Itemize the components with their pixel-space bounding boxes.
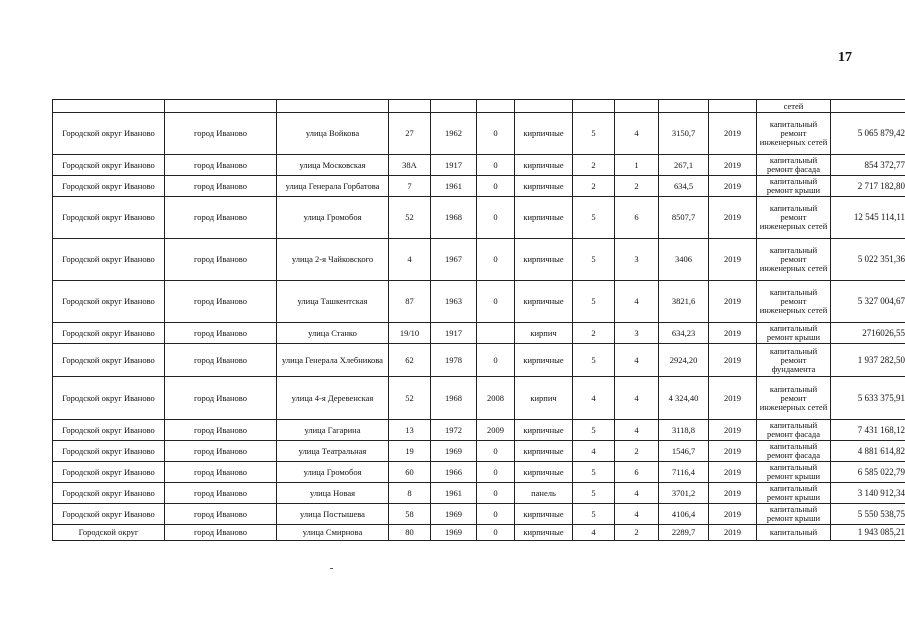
- cell-floors: 5: [573, 462, 615, 483]
- cell-year-built: 1969: [431, 525, 477, 541]
- cell-municipality: Городской округ Иваново: [53, 483, 165, 504]
- cell-work-type: капитальный ремонт инженерных сетей: [757, 281, 831, 323]
- cell-cost: 6 585 022,79: [831, 462, 905, 483]
- table-row: [53, 323, 905, 344]
- cell-year-reconstr: 0: [477, 504, 515, 525]
- table-row: [53, 344, 905, 377]
- table-row: [53, 525, 905, 541]
- cell-street: улица 4-я Деревенская: [277, 377, 389, 420]
- cell-year-reconstr: 0: [477, 113, 515, 155]
- cell-cost: 12 545 114,11: [831, 197, 905, 239]
- cell-floors: 2: [573, 155, 615, 176]
- continuation-cell: [615, 100, 659, 113]
- table-row: [53, 420, 905, 441]
- cell-repair-year: 2019: [709, 323, 757, 344]
- table-row: [53, 197, 905, 239]
- cell-house: 58: [389, 504, 431, 525]
- cell-wall-material: кирпичные: [515, 239, 573, 281]
- cell-house: 52: [389, 377, 431, 420]
- cell-year-reconstr: 0: [477, 441, 515, 462]
- cell-house: 87: [389, 281, 431, 323]
- cell-work-type: капитальный ремонт крыши: [757, 323, 831, 344]
- cell-street: улица 2-я Чайковского: [277, 239, 389, 281]
- cell-street: улица Громобоя: [277, 197, 389, 239]
- cell-floors: 5: [573, 504, 615, 525]
- cell-city: город Иваново: [165, 239, 277, 281]
- cell-area: 267,1: [659, 155, 709, 176]
- page-number: 17: [838, 50, 852, 65]
- cell-entrances: 4: [615, 344, 659, 377]
- cell-street: улица Театральная: [277, 441, 389, 462]
- cell-street: улица Новая: [277, 483, 389, 504]
- cell-year-built: 1969: [431, 504, 477, 525]
- cell-house: 7: [389, 176, 431, 197]
- cell-house: 13: [389, 420, 431, 441]
- cell-year-built: 1968: [431, 377, 477, 420]
- cell-year-built: 1963: [431, 281, 477, 323]
- cell-repair-year: 2019: [709, 197, 757, 239]
- cell-work-type: капитальный ремонт фасада: [757, 420, 831, 441]
- cell-wall-material: кирпичные: [515, 420, 573, 441]
- continuation-cell: [477, 100, 515, 113]
- cell-street: улица Станко: [277, 323, 389, 344]
- cell-year-built: 1972: [431, 420, 477, 441]
- cell-municipality: Городской округ Иваново: [53, 323, 165, 344]
- table-row: [53, 441, 905, 462]
- cell-area: 4 324,40: [659, 377, 709, 420]
- cell-repair-year: 2019: [709, 483, 757, 504]
- table-row: [53, 504, 905, 525]
- cell-repair-year: 2019: [709, 525, 757, 541]
- cell-entrances: 3: [615, 239, 659, 281]
- cell-entrances: 4: [615, 483, 659, 504]
- cell-wall-material: кирпичные: [515, 344, 573, 377]
- cell-municipality: Городской округ Иваново: [53, 197, 165, 239]
- cell-work-type: капитальный ремонт инженерных сетей: [757, 239, 831, 281]
- cell-municipality: Городской округ Иваново: [53, 113, 165, 155]
- cell-area: 8507,7: [659, 197, 709, 239]
- cell-municipality: Городской округ Иваново: [53, 155, 165, 176]
- cell-street: улица Генерала Горбатова: [277, 176, 389, 197]
- cell-wall-material: кирпичные: [515, 441, 573, 462]
- cell-municipality: Городской округ: [53, 525, 165, 541]
- cell-cost: 1 937 282,50: [831, 344, 905, 377]
- cell-entrances: 4: [615, 377, 659, 420]
- continuation-cell: [165, 100, 277, 113]
- cell-year-reconstr: 0: [477, 462, 515, 483]
- cell-entrances: 4: [615, 420, 659, 441]
- cell-area: 2924,20: [659, 344, 709, 377]
- cell-city: город Иваново: [165, 504, 277, 525]
- cell-area: 3150,7: [659, 113, 709, 155]
- cell-municipality: Городской округ Иваново: [53, 239, 165, 281]
- cell-entrances: 2: [615, 176, 659, 197]
- cell-entrances: 3: [615, 323, 659, 344]
- cell-house: 62: [389, 344, 431, 377]
- cell-floors: 5: [573, 239, 615, 281]
- cell-year-reconstr: [477, 323, 515, 344]
- cell-street: улица Войкова: [277, 113, 389, 155]
- cell-area: 3118,8: [659, 420, 709, 441]
- cell-wall-material: кирпичные: [515, 113, 573, 155]
- cell-city: город Иваново: [165, 197, 277, 239]
- cell-wall-material: кирпичные: [515, 197, 573, 239]
- data-table: [52, 99, 905, 541]
- table-continuation-row: [53, 100, 905, 113]
- cell-house: 27: [389, 113, 431, 155]
- cell-floors: 4: [573, 525, 615, 541]
- cell-entrances: 4: [615, 281, 659, 323]
- cell-repair-year: 2019: [709, 504, 757, 525]
- table-row: [53, 155, 905, 176]
- cell-cost: 4 881 614,82: [831, 441, 905, 462]
- cell-repair-year: 2019: [709, 462, 757, 483]
- cell-year-built: 1917: [431, 323, 477, 344]
- cell-wall-material: кирпичные: [515, 281, 573, 323]
- table-row: [53, 113, 905, 155]
- cell-cost: 3 140 912,34: [831, 483, 905, 504]
- cell-cost: 5 065 879,42: [831, 113, 905, 155]
- cell-floors: 5: [573, 281, 615, 323]
- cell-city: город Иваново: [165, 377, 277, 420]
- cell-area: 1546,7: [659, 441, 709, 462]
- table-body: [53, 100, 905, 541]
- continuation-cell: [659, 100, 709, 113]
- continuation-cell: [709, 100, 757, 113]
- continuation-cell: [831, 100, 905, 113]
- cell-year-reconstr: 0: [477, 155, 515, 176]
- cell-municipality: Городской округ Иваново: [53, 462, 165, 483]
- cell-cost: 2716026,55: [831, 323, 905, 344]
- continuation-cell: [53, 100, 165, 113]
- cell-municipality: Городской округ Иваново: [53, 344, 165, 377]
- cell-entrances: 1: [615, 155, 659, 176]
- cell-floors: 5: [573, 420, 615, 441]
- cell-cost: 5 550 538,75: [831, 504, 905, 525]
- cell-city: город Иваново: [165, 344, 277, 377]
- cell-cost: 1 943 085,21: [831, 525, 905, 541]
- cell-cost: 2 717 182,80: [831, 176, 905, 197]
- cell-wall-material: кирпичные: [515, 176, 573, 197]
- cell-wall-material: кирпичные: [515, 462, 573, 483]
- cell-house: 19/10: [389, 323, 431, 344]
- cell-work-type: капитальный ремонт фундамента: [757, 344, 831, 377]
- cell-city: город Иваново: [165, 483, 277, 504]
- cell-area: 634,23: [659, 323, 709, 344]
- cell-wall-material: кирпичные: [515, 155, 573, 176]
- cell-work-type: капитальный ремонт инженерных сетей: [757, 197, 831, 239]
- cell-city: город Иваново: [165, 462, 277, 483]
- cell-wall-material: кирпичные: [515, 525, 573, 541]
- cell-floors: 5: [573, 113, 615, 155]
- cell-repair-year: 2019: [709, 344, 757, 377]
- cell-repair-year: 2019: [709, 113, 757, 155]
- cell-city: город Иваново: [165, 420, 277, 441]
- cell-year-reconstr: 0: [477, 197, 515, 239]
- cell-repair-year: 2019: [709, 155, 757, 176]
- table-row: [53, 483, 905, 504]
- cell-year-built: 1966: [431, 462, 477, 483]
- cell-area: 3701,2: [659, 483, 709, 504]
- cell-street: улица Ташкентская: [277, 281, 389, 323]
- cell-area: 7116,4: [659, 462, 709, 483]
- cell-cost: 5 327 004,67: [831, 281, 905, 323]
- cell-work-type: капитальный ремонт инженерных сетей: [757, 113, 831, 155]
- cell-cost: 7 431 168,12: [831, 420, 905, 441]
- cell-floors: 5: [573, 483, 615, 504]
- repair-program-table: [52, 99, 905, 541]
- cell-year-reconstr: 0: [477, 525, 515, 541]
- cell-work-type: капитальный ремонт крыши: [757, 176, 831, 197]
- cell-work-type: капитальный ремонт крыши: [757, 462, 831, 483]
- cell-cost: 5 022 351,36: [831, 239, 905, 281]
- cell-city: город Иваново: [165, 441, 277, 462]
- cell-work-type: капитальный ремонт крыши: [757, 504, 831, 525]
- cell-municipality: Городской округ Иваново: [53, 420, 165, 441]
- cell-year-built: 1967: [431, 239, 477, 281]
- cell-area: 4106,4: [659, 504, 709, 525]
- cell-city: город Иваново: [165, 323, 277, 344]
- cell-floors: 4: [573, 441, 615, 462]
- cell-house: 80: [389, 525, 431, 541]
- cell-entrances: 4: [615, 504, 659, 525]
- cell-house: 19: [389, 441, 431, 462]
- cell-repair-year: 2019: [709, 441, 757, 462]
- cell-year-built: 1968: [431, 197, 477, 239]
- continuation-cell: сетей: [757, 100, 831, 113]
- cell-repair-year: 2019: [709, 377, 757, 420]
- cell-year-built: 1969: [431, 441, 477, 462]
- cell-floors: 5: [573, 344, 615, 377]
- cell-work-type: капитальный: [757, 525, 831, 541]
- cell-year-reconstr: 0: [477, 344, 515, 377]
- cell-entrances: 2: [615, 525, 659, 541]
- cell-work-type: капитальный ремонт крыши: [757, 483, 831, 504]
- table-row: [53, 377, 905, 420]
- cell-floors: 5: [573, 197, 615, 239]
- cell-city: город Иваново: [165, 176, 277, 197]
- cell-year-built: 1961: [431, 483, 477, 504]
- cell-house: 52: [389, 197, 431, 239]
- cell-wall-material: кирпичные: [515, 504, 573, 525]
- cell-area: 3821,6: [659, 281, 709, 323]
- cell-wall-material: кирпич: [515, 323, 573, 344]
- cell-municipality: Городской округ Иваново: [53, 441, 165, 462]
- cell-repair-year: 2019: [709, 420, 757, 441]
- cell-street: улица Постышева: [277, 504, 389, 525]
- cell-street: улица Смирнова: [277, 525, 389, 541]
- continuation-cell: [573, 100, 615, 113]
- table-row: [53, 176, 905, 197]
- cell-wall-material: кирпич: [515, 377, 573, 420]
- table-row: [53, 281, 905, 323]
- cell-year-built: 1961: [431, 176, 477, 197]
- cell-street: улица Гагарина: [277, 420, 389, 441]
- cell-municipality: Городской округ Иваново: [53, 377, 165, 420]
- cell-year-reconstr: 0: [477, 281, 515, 323]
- cell-year-built: 1962: [431, 113, 477, 155]
- cell-repair-year: 2019: [709, 281, 757, 323]
- cell-cost: 5 633 375,91: [831, 377, 905, 420]
- cell-repair-year: 2019: [709, 239, 757, 281]
- cell-street: улица Московская: [277, 155, 389, 176]
- cell-area: 2289,7: [659, 525, 709, 541]
- cell-municipality: Городской округ Иваново: [53, 281, 165, 323]
- table-row: [53, 239, 905, 281]
- cell-area: 3406: [659, 239, 709, 281]
- continuation-cell: [431, 100, 477, 113]
- cell-wall-material: панель: [515, 483, 573, 504]
- cell-year-built: 1978: [431, 344, 477, 377]
- scan-mark: [330, 568, 333, 569]
- cell-year-reconstr: 0: [477, 239, 515, 281]
- cell-area: 634,5: [659, 176, 709, 197]
- cell-house: 38А: [389, 155, 431, 176]
- cell-cost: 854 372,77: [831, 155, 905, 176]
- cell-floors: 4: [573, 377, 615, 420]
- cell-repair-year: 2019: [709, 176, 757, 197]
- cell-street: улица Громобоя: [277, 462, 389, 483]
- cell-work-type: капитальный ремонт фасада: [757, 441, 831, 462]
- cell-municipality: Городской округ Иваново: [53, 176, 165, 197]
- cell-year-reconstr: 0: [477, 483, 515, 504]
- cell-city: город Иваново: [165, 113, 277, 155]
- cell-house: 4: [389, 239, 431, 281]
- cell-house: 8: [389, 483, 431, 504]
- cell-work-type: капитальный ремонт фасада: [757, 155, 831, 176]
- continuation-cell: [277, 100, 389, 113]
- cell-entrances: 6: [615, 197, 659, 239]
- table-row: [53, 462, 905, 483]
- cell-municipality: Городской округ Иваново: [53, 504, 165, 525]
- cell-year-reconstr: 2009: [477, 420, 515, 441]
- cell-year-built: 1917: [431, 155, 477, 176]
- cell-house: 60: [389, 462, 431, 483]
- continuation-cell: [515, 100, 573, 113]
- cell-year-reconstr: 0: [477, 176, 515, 197]
- cell-work-type: капитальный ремонт инженерных сетей: [757, 377, 831, 420]
- continuation-cell: [389, 100, 431, 113]
- cell-city: город Иваново: [165, 525, 277, 541]
- cell-street: улица Генерала Хлебникова: [277, 344, 389, 377]
- cell-year-reconstr: 2008: [477, 377, 515, 420]
- cell-entrances: 4: [615, 113, 659, 155]
- cell-city: город Иваново: [165, 155, 277, 176]
- cell-floors: 2: [573, 176, 615, 197]
- cell-city: город Иваново: [165, 281, 277, 323]
- cell-floors: 2: [573, 323, 615, 344]
- cell-entrances: 2: [615, 441, 659, 462]
- cell-entrances: 6: [615, 462, 659, 483]
